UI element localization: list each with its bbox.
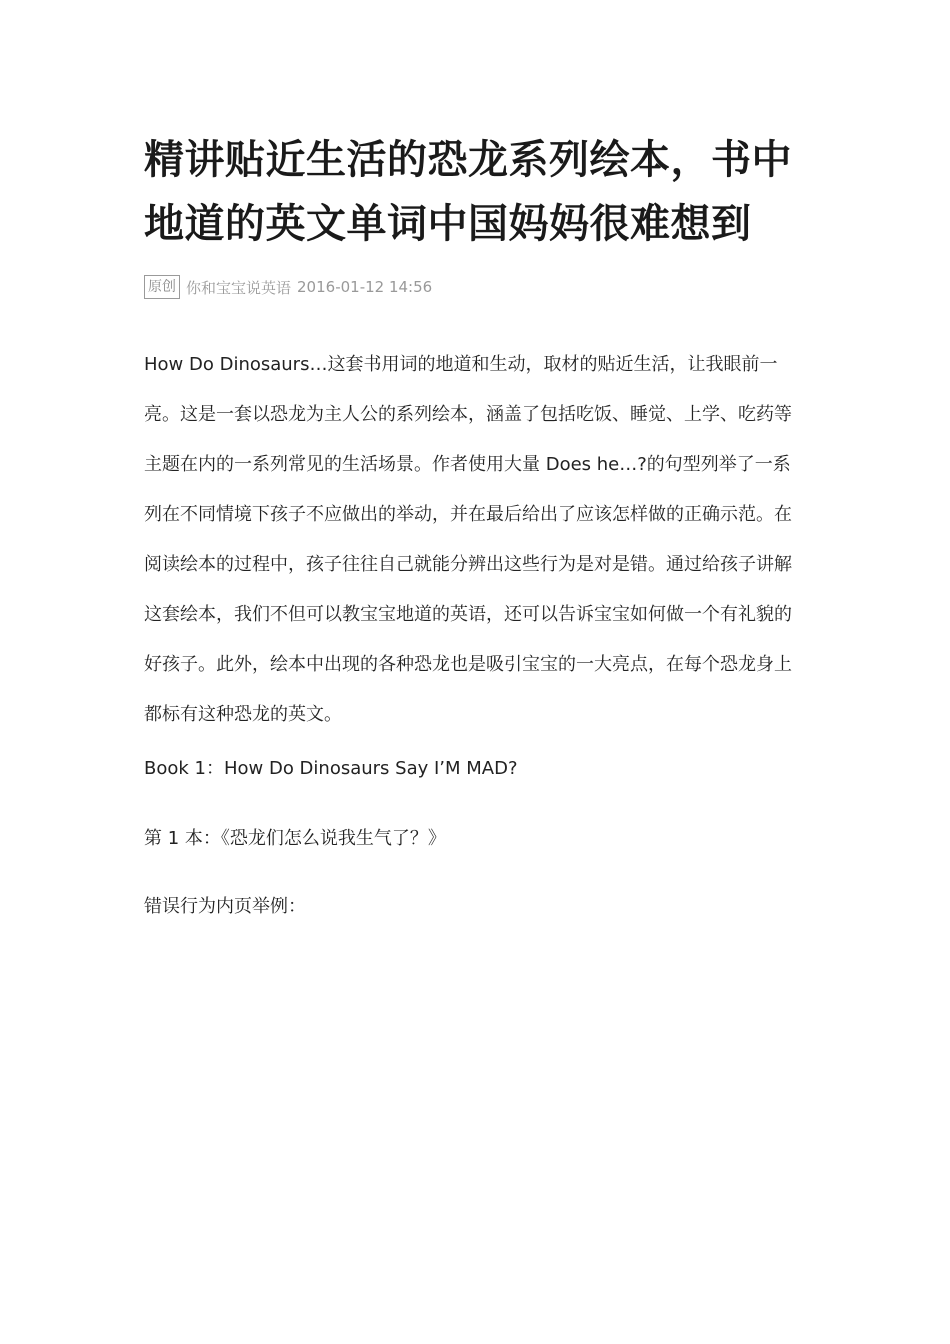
article-meta	[144, 274, 808, 300]
book-title-english: Book 1：How Do Dinosaurs Say I’M MAD?	[144, 758, 518, 779]
example-label: 错误行为内页举例：	[144, 896, 306, 917]
publish-datetime: 2016-01-12 14:56	[297, 278, 433, 296]
original-badge: 原创	[144, 275, 180, 299]
author-name[interactable]: 你和宝宝说英语	[186, 278, 292, 297]
article-title: 精讲贴近生活的恐龙系列绘本，书中地道的英文单词中国妈妈很难想到	[144, 137, 792, 247]
article	[144, 128, 808, 922]
book-title-chinese: 第 1 本：《恐龙们怎么说我生气了？》	[144, 828, 446, 849]
intro-paragraph: How Do Dinosaurs…这套书用词的地道和生动，取材的贴近生活，让我眼前一亮。这是一套以恐龙为主人公的系列绘本，涵盖了包括吃饭、睡觉、上学、吃药等主题在内的一系列常见的生活场景。作者使用大量 Does he…?的句型列举了一系列在不同情境下孩子不应做出的举动，并在最后给出了应该怎样做的正确示范。在阅读绘本的过程中，孩子往往自己就能分辨出这些行为是对是错。通过给孩子讲解这套绘本，我们不但可以教宝宝地道的英语，还可以告诉宝宝如何做一个有礼貌的好孩子。此外，绘本中出现的各种恐龙也是吸引宝宝的一大亮点，在每个恐龙身上都标有这种恐龙的英文。	[144, 354, 792, 725]
